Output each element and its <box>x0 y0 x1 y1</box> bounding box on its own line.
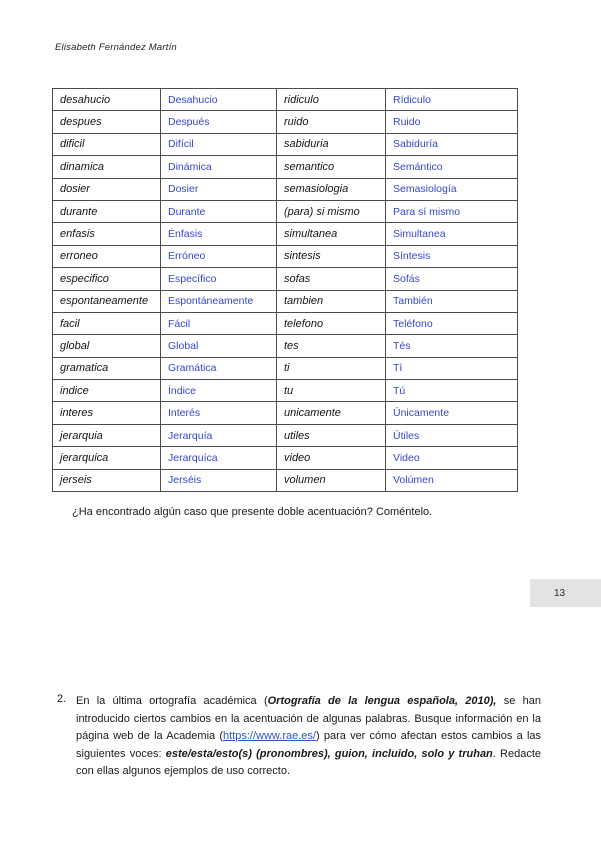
exercise-text <box>76 693 541 781</box>
accented-word-cell: Simultanea <box>386 223 518 245</box>
plain-word-cell: semantico <box>277 156 386 178</box>
table-row <box>53 402 518 424</box>
accented-word-cell: Dosier <box>161 178 277 200</box>
table-row <box>53 357 518 379</box>
exercise-text-segment: En la última ortografía académica ( <box>76 695 268 707</box>
accented-word-cell: Fácil <box>161 312 277 334</box>
plain-word-cell: enfasis <box>53 223 161 245</box>
exercise-text-segment: ) para ver cómo afectan estos cambios a las siguientes voces: <box>76 730 542 760</box>
question-text: ¿Ha encontrado algún caso que presente doble acentuación? Coméntelo. <box>72 506 433 518</box>
accented-word-cell: Útiles <box>386 424 518 446</box>
table-row <box>53 447 518 469</box>
accented-word-cell: Desahucio <box>161 89 277 111</box>
plain-word-cell: espontaneamente <box>53 290 161 312</box>
table-row <box>53 380 518 402</box>
accented-word-cell: Global <box>161 335 277 357</box>
exercise-text-segment: . Redacte con ellas algunos ejemplos de uso correcto. <box>76 747 541 777</box>
accented-word-cell: Teléfono <box>386 312 518 334</box>
accented-word-cell: También <box>386 290 518 312</box>
plain-word-cell: erroneo <box>53 245 161 267</box>
plain-word-cell: global <box>53 335 161 357</box>
accented-word-cell: Semasiología <box>386 178 518 200</box>
plain-word-cell: desahucio <box>53 89 161 111</box>
exercise-text-segment: Ortografía de la lengua española, 2010), <box>267 695 497 707</box>
accented-word-cell: Durante <box>161 200 277 222</box>
plain-word-cell: dinamica <box>53 156 161 178</box>
page-number: 13 <box>553 587 566 599</box>
table-row <box>53 200 518 222</box>
table-row <box>53 156 518 178</box>
table-row <box>53 424 518 446</box>
table-row <box>53 133 518 155</box>
plain-word-cell: jerarquia <box>53 424 161 446</box>
accented-word-cell: Video <box>386 447 518 469</box>
plain-word-cell: gramatica <box>53 357 161 379</box>
accented-word-cell: Índice <box>161 380 277 402</box>
plain-word-cell: video <box>277 447 386 469</box>
plain-word-cell: sabiduria <box>277 133 386 155</box>
accented-word-cell: Volúmen <box>386 469 518 491</box>
accented-word-cell: Interés <box>161 402 277 424</box>
plain-word-cell: interes <box>53 402 161 424</box>
plain-word-cell: tes <box>277 335 386 357</box>
accent-table-body <box>53 89 518 492</box>
table-row <box>53 245 518 267</box>
plain-word-cell: ruido <box>277 111 386 133</box>
plain-word-cell: sofas <box>277 268 386 290</box>
plain-word-cell: dificil <box>53 133 161 155</box>
accentuation-table <box>52 88 518 492</box>
plain-word-cell: ti <box>277 357 386 379</box>
plain-word-cell: especifico <box>53 268 161 290</box>
accented-word-cell: Erróneo <box>161 245 277 267</box>
accented-word-cell: Jerarquía <box>161 424 277 446</box>
accented-word-cell: Tí <box>386 357 518 379</box>
accented-word-cell: Tú <box>386 380 518 402</box>
plain-word-cell: dosier <box>53 178 161 200</box>
exercise-item-2 <box>57 693 541 781</box>
plain-word-cell: durante <box>53 200 161 222</box>
exercise-text-segment: se han introducido ciertos cambios en la acentuación de algunas palabras. Busque información en la página web de la Academia ( <box>76 695 541 742</box>
accented-word-cell: Jerséis <box>161 469 277 491</box>
table-row <box>53 111 518 133</box>
accented-word-cell: Jerarquíca <box>161 447 277 469</box>
accented-word-cell: Ruido <box>386 111 518 133</box>
accented-word-cell: Para sí mismo <box>386 200 518 222</box>
rae-website-link[interactable]: https://www.rae.es/ <box>223 730 316 742</box>
table-row <box>53 178 518 200</box>
plain-word-cell: volumen <box>277 469 386 491</box>
plain-word-cell: indice <box>53 380 161 402</box>
table-row <box>53 290 518 312</box>
accented-word-cell: Sabiduría <box>386 133 518 155</box>
plain-word-cell: unicamente <box>277 402 386 424</box>
author-running-header: Elisabeth Fernández Martín <box>55 42 177 53</box>
table-row <box>53 223 518 245</box>
plain-word-cell: tambien <box>277 290 386 312</box>
plain-word-cell: despues <box>53 111 161 133</box>
table-row <box>53 469 518 491</box>
plain-word-cell: (para) si mismo <box>277 200 386 222</box>
plain-word-cell: jerarquica <box>53 447 161 469</box>
table-row <box>53 268 518 290</box>
accented-word-cell: Semántico <box>386 156 518 178</box>
plain-word-cell: facil <box>53 312 161 334</box>
accented-word-cell: Difícil <box>161 133 277 155</box>
accented-word-cell: Gramática <box>161 357 277 379</box>
table-row <box>53 89 518 111</box>
table-row <box>53 312 518 334</box>
accented-word-cell: Dinámica <box>161 156 277 178</box>
plain-word-cell: semasiologia <box>277 178 386 200</box>
table-row <box>53 335 518 357</box>
accented-word-cell: Síntesis <box>386 245 518 267</box>
plain-word-cell: simultanea <box>277 223 386 245</box>
plain-word-cell: tu <box>277 380 386 402</box>
accented-word-cell: Énfasis <box>161 223 277 245</box>
plain-word-cell: jerseis <box>53 469 161 491</box>
accented-word-cell: Espontáneamente <box>161 290 277 312</box>
accented-word-cell: Únicamente <box>386 402 518 424</box>
accented-word-cell: Tés <box>386 335 518 357</box>
accented-word-cell: Sofás <box>386 268 518 290</box>
accented-word-cell: Rídiculo <box>386 89 518 111</box>
plain-word-cell: utiles <box>277 424 386 446</box>
plain-word-cell: ridiculo <box>277 89 386 111</box>
plain-word-cell: telefono <box>277 312 386 334</box>
accented-word-cell: Específico <box>161 268 277 290</box>
plain-word-cell: sintesis <box>277 245 386 267</box>
accented-word-cell: Después <box>161 111 277 133</box>
exercise-text-segment: este/esta/esto(s) (pronombres), guion, incluido, solo y truhan <box>165 747 493 760</box>
exercise-number: 2. <box>57 693 67 705</box>
page-number-bar <box>530 579 601 607</box>
